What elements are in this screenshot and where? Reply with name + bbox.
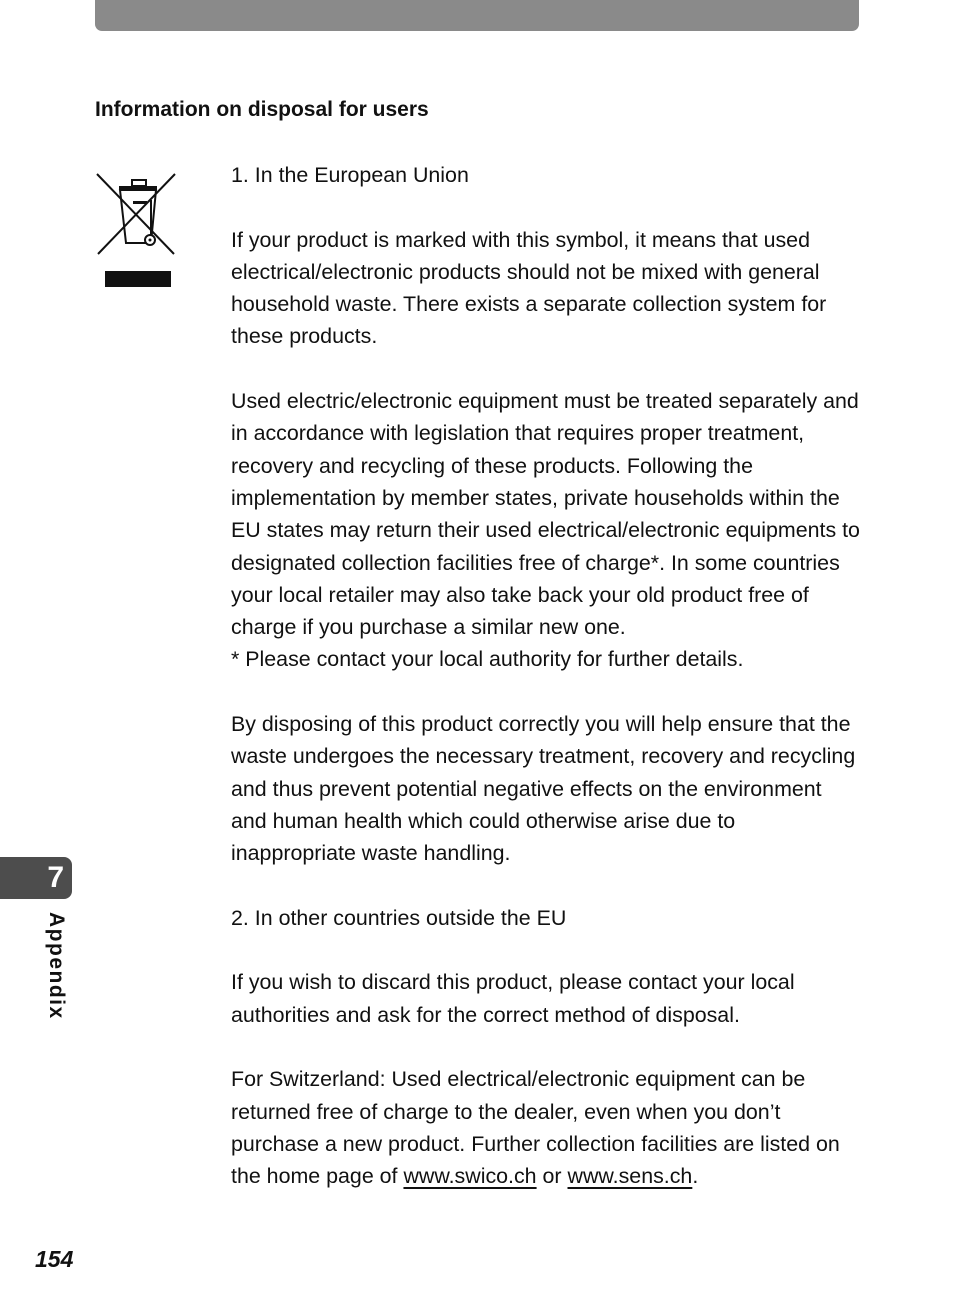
switzerland-text: For Switzerland: Used electrical/electronic equipment can be returned free of charge to the dealer, even when you don’t purchase a new product. Further collection facilities are listed on the home page of [231,1067,840,1189]
section-title-eu: 1. In the European Union [231,163,469,187]
eu-paragraph-1: If your product is marked with this symbol, it means that used electrical/electronic products should not be mixed with general household waste. There exists a separate collection system for these products. [231,227,827,349]
link-separator: or [536,1164,568,1189]
chapter-label: Appendix [45,912,68,1020]
eu-footnote: * Please contact your local authority for further details. [231,647,744,672]
page-title: Information on disposal for users [95,98,429,121]
page-number: 154 [35,1246,74,1272]
eu-paragraph-2: Used electric/electronic equipment must be treated separately and in accordance with legislation that requires proper treatment, recovery and recycling of these products. Following the implementation by member states, private households within the EU states may return their used electrical/electronic equipments to designated collection facilities free of charge*. In some countries your local retailer may also take back your old product free of charge if you purchase a similar new one. [231,389,860,640]
other-paragraph: If you wish to discard this product, please contact your local authorities and ask for the correct method of disposal. [231,970,795,1027]
sens-link[interactable]: www.sens.ch [567,1164,693,1189]
chapter-number: 7 [47,861,64,894]
eu-paragraph-3: By disposing of this product correctly you will help ensure that the waste undergoes the necessary treatment, recovery and recycling and thus prevent potential negative effects on the environment and human health which could otherwise arise due to inappropriate waste handling. [231,712,856,866]
chapter-tab [0,857,72,899]
disposal-content [231,159,861,1193]
header-bar [95,0,859,31]
crossed-out-wheelie-bin-icon [95,170,177,290]
swico-link[interactable]: www.swico.ch [403,1164,537,1189]
switzerland-paragraph [231,1063,861,1192]
section-title-other: 2. In other countries outside the EU [231,905,567,930]
sentence-end: . [692,1164,699,1189]
